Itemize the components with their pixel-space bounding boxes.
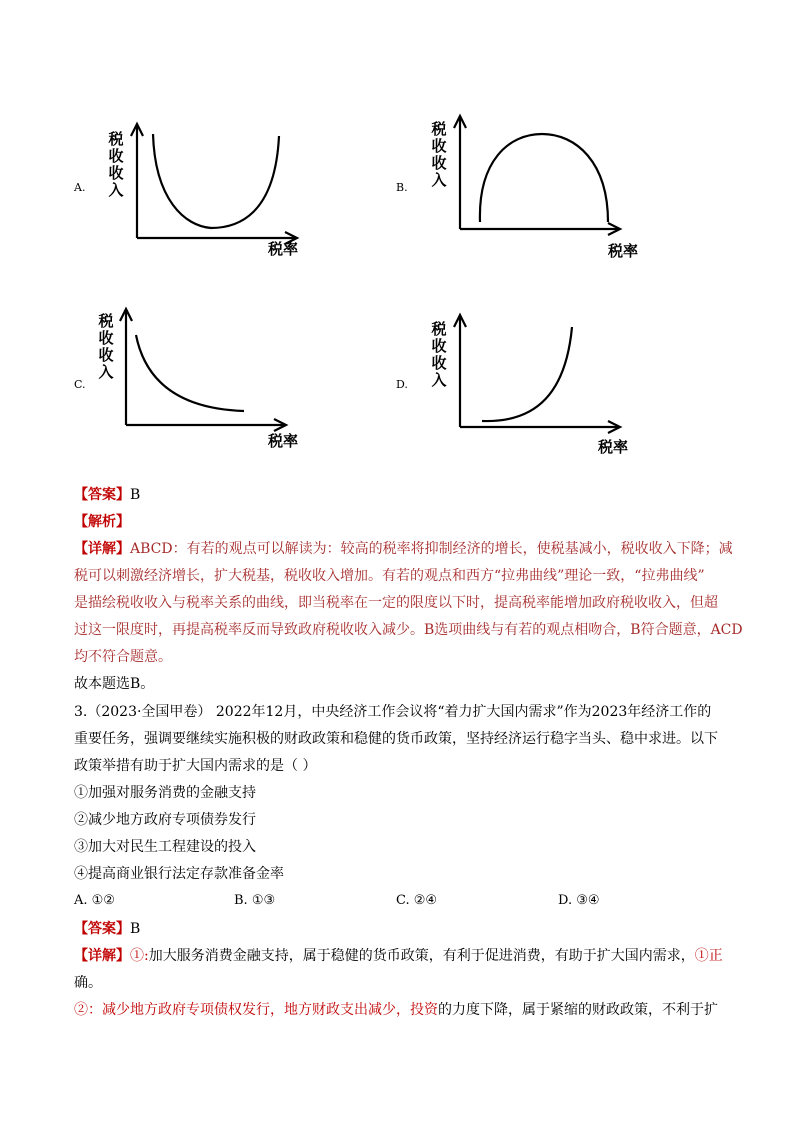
option-a-label: A. <box>74 181 86 194</box>
y-char: 收 <box>431 337 447 355</box>
graph-b <box>448 112 628 237</box>
y-char: 入 <box>108 181 124 199</box>
q2-detail-line-4: 过这一限度时，再提高税率反而导致政府税收收入减少。B选项曲线与有若的观点相吻合，B符合题意，ACD <box>74 622 743 638</box>
q2-detail-line-1 <box>74 539 733 559</box>
detail-text: 的力度下降，属于紧缩的财政政策，不利于扩 <box>438 1002 718 1018</box>
y-char: 税 <box>108 130 124 148</box>
graph-d <box>448 311 628 436</box>
detail-red: ②：减少地方政府专项债权发行，地方财政支出减少，投资 <box>74 1002 438 1018</box>
y-char: 收 <box>108 164 124 182</box>
detail-tag: 【详解】 <box>74 948 130 964</box>
option-b-label: B. <box>396 181 408 194</box>
y-char: 收 <box>431 137 447 155</box>
graph-c <box>114 305 294 430</box>
option-d-label: D. <box>396 378 408 391</box>
answer-value: B <box>130 921 141 937</box>
q3-detail-line-1 <box>74 946 723 966</box>
y-char: 收 <box>431 154 447 172</box>
graph-d-axes <box>460 317 618 427</box>
q3-statement-4: ④提高商业银行法定存款准备金率 <box>74 866 284 882</box>
y-char: 入 <box>431 371 447 389</box>
q2-analysis-tag: 【解析】 <box>74 514 130 530</box>
q3-statement-3: ③加大对民生工程建设的投入 <box>74 839 256 855</box>
y-char: 收 <box>431 354 447 372</box>
y-char: 入 <box>98 363 114 381</box>
q3-statement-2: ②减少地方政府专项债券发行 <box>74 812 256 828</box>
y-char: 入 <box>431 171 447 189</box>
q3-choice-b: B. ①③ <box>234 893 276 908</box>
y-char: 收 <box>98 329 114 347</box>
graph-a-x-label: 税率 <box>268 240 299 258</box>
graph-c-x-label: 税率 <box>268 432 299 450</box>
q3-statement-1: ①加强对服务消费的金融支持 <box>74 785 256 801</box>
q3-answer <box>74 919 140 939</box>
q3-detail-line-2: 确。 <box>74 975 102 991</box>
y-char: 税 <box>431 120 447 138</box>
y-char: 收 <box>108 147 124 165</box>
q3-stem-line-3: 政策举措有助于扩大国内需求的是（ ） <box>74 758 317 774</box>
detail-red-end: ①正 <box>694 948 723 964</box>
q2-conclusion: 故本题选B。 <box>74 676 155 692</box>
q2-answer <box>74 485 140 505</box>
graph-c-curve <box>136 335 244 411</box>
graph-b-x-label: 税率 <box>608 242 639 260</box>
q3-detail-line-3 <box>74 1000 718 1020</box>
q3-stem-line-2: 重要任务，强调要继续实施积极的财政政策和稳健的货币政策，坚持经济运行稳字当头、稳中求进。以下 <box>74 731 718 747</box>
q3-choice-a: A. ①② <box>74 893 115 908</box>
q2-detail-line-3: 是描绘税收收入与税率关系的曲线，即当税率在一定的限度以下时，提高税率能增加政府税收收入，但超 <box>74 595 718 611</box>
graph-a-curve <box>153 134 279 228</box>
graph-a <box>125 120 305 245</box>
answer-tag: 【答案】 <box>74 487 130 503</box>
q2-detail-line-5: 均不符合题意。 <box>74 649 172 665</box>
q3-choice-c: C. ②④ <box>396 893 438 908</box>
q2-detail-line-2: 税可以刺激经济增长，扩大税基，税收收入增加。有若的观点和西方“拉弗曲线”理论一致，“拉弗曲线” <box>74 568 705 584</box>
answer-tag: 【答案】 <box>74 921 130 937</box>
answer-value: B <box>130 487 141 503</box>
detail-red: ①: <box>130 948 149 964</box>
y-char: 税 <box>98 312 114 330</box>
y-char: 收 <box>98 346 114 364</box>
graph-d-curve <box>482 327 572 421</box>
q3-choice-d: D. ③④ <box>558 893 600 908</box>
graph-d-x-label: 税率 <box>598 438 629 456</box>
detail-tag: 【详解】 <box>74 541 130 557</box>
detail-text: 加大服务消费金融支持，属于稳健的货币政策，有利于促进消费，有助于扩大国内需求， <box>148 948 695 964</box>
y-char: 税 <box>431 320 447 338</box>
option-c-label: C. <box>74 378 86 391</box>
q3-stem-line-1: 3.（2023·全国甲卷） 2022年12月，中央经济工作会议将“着力扩大国内需求”作为2023年经济工作的 <box>74 704 712 720</box>
graph-b-curve <box>480 134 608 222</box>
detail-text: ABCD：有若的观点可以解读为：较高的税率将抑制经济的增长，使税基减小，税收收入下降；减 <box>130 541 733 557</box>
